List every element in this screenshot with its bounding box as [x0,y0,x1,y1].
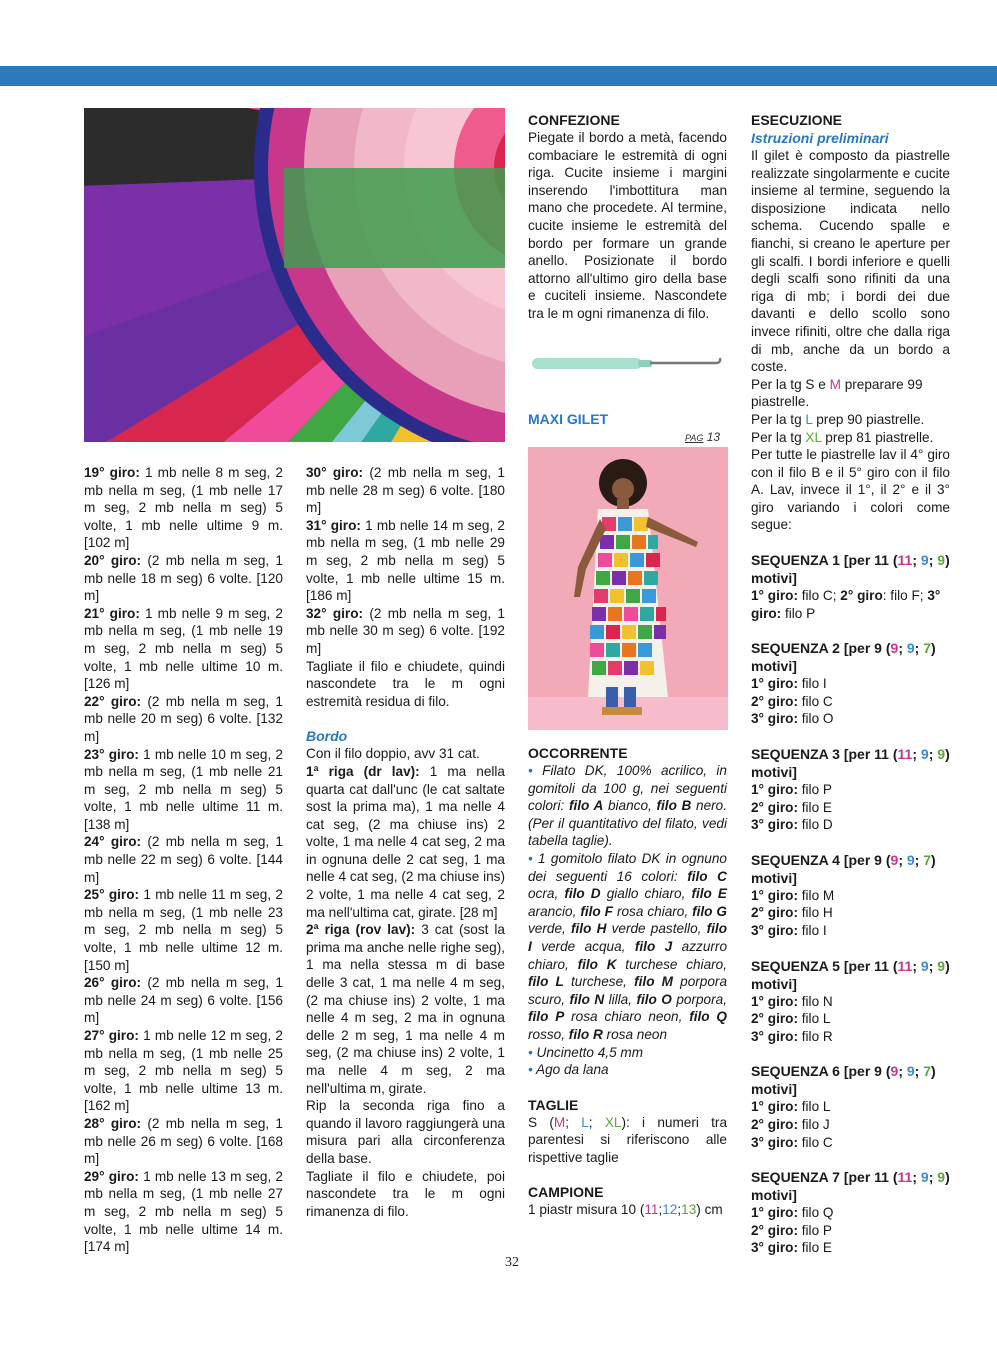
round-9 [84,1115,283,1168]
seq-xl: 9 [937,746,946,763]
round-1 [84,552,283,605]
seq-sep: ; [898,1063,907,1080]
seq-post: ) motivi] [751,640,936,675]
seq-l: 9 [920,1169,929,1186]
taglie-xl: XL [604,1114,622,1130]
page-number: 32 [505,1255,519,1270]
round-text: 1 mb nelle 9 m seg, 2 mb nella m seg, (1 mb nelle 19 m seg, 2 mb nella m seg) 5 volte, 1 mb nelle ultime 10 m. [126 m] [84,605,283,692]
sequenza-line [751,710,950,728]
filo-name: filo G [692,903,728,919]
giro-label: 3° giro: [751,923,798,938]
sequenza-6-title [751,1062,950,1098]
filo-color: lilla, [604,991,637,1007]
giro-label: 1° giro: [751,993,798,1009]
giro-filo: filo Q [797,1205,834,1221]
spacer [751,728,950,745]
giro-filo: filo L [797,1099,831,1115]
campione-l: 12 [662,1202,678,1218]
sequenza-line [751,587,950,622]
round-2 [84,605,283,693]
giro-filo: filo E [797,1240,832,1256]
riga-text: 3 cat (sost la prima ma anche nelle righe seg), 1 ma nella stessa m di base delle 3 cat, 1 ma nelle 4 m seg, (2 ma chiuse ins) 2 volte, 1 ma nelle 4 m seg, 2 ma in ognuna delle 2 m seg, 1 ma nelle 4 m seg, (2 ma chiuse ins) 2 volte, 1 ma nelle 4 m seg, 2 ma nell'ultima m, girate. [306,922,505,1096]
seq-m: 9 [890,851,899,868]
tg1-b: preparare 99 piastrelle. [751,376,923,410]
campione-sep: ; [677,1202,682,1218]
filo-name: filo O [636,991,672,1007]
occ1-text-2: bianco, [603,798,657,814]
giro-label: 3° giro: [751,1028,798,1044]
giro-label: 2° giro: [751,905,798,921]
seq-m: 11 [897,746,913,763]
seq-post: ) motivi] [751,1169,950,1204]
giro-filo: filo I [797,676,827,692]
sequenza-line [751,799,950,817]
seq-sep: ; [928,1169,938,1186]
sequenza-line [751,993,950,1011]
seq-xl: 7 [923,1063,932,1080]
tg3-b: prep 81 piastrelle. [821,429,934,445]
campione-a: 1 piastr misura 10 ( [528,1202,645,1218]
round-heading: 24° giro: [84,834,142,850]
taglie-title: TAGLIE [528,1096,579,1113]
sequenza-line [751,887,950,905]
spacer [751,834,950,851]
giro-filo: filo C; [797,588,841,604]
filo-color: turchese chiaro, [616,956,727,972]
confezione-title: CONFEZIONE [528,112,620,128]
occorrente-item-4 [528,1061,727,1079]
column-3-confezione [528,111,727,323]
bullet: • [528,850,533,866]
occorrente-item-3 [528,1044,727,1062]
round-5 [84,833,283,886]
round-heading: 21° giro: [84,605,140,621]
giro-filo: filo I [797,923,827,938]
riga-1 [306,763,505,921]
confezione-text: Piegate il bordo a metà, facendo combaciare le estremità di ogni riga. Cucite insieme i margini inserendo l'imbottitura man mano che procedete. Al termine, cucite insieme le estremità del bordo per formare un grande anello. Posizionate il bordo attorno all'ultimo giro della base e cuciteli insieme. Nascondete tra le m ogni rimanenza di filo. [528,130,727,321]
spacer [751,622,950,639]
seq-sep: ; [914,1063,924,1080]
tg2-a: Per la tg [751,411,806,427]
filo-color: rosa chiaro, [612,903,693,919]
round-text: 1 mb nelle 8 m seg, 2 mb nella m seg, (1 mb nelle 17 m seg, 2 mb nella m seg) 5 volte, 1 mb nelle ultime 9 m. [102 m] [84,465,283,551]
seq-post: ) motivi] [751,1063,936,1098]
campione-m: 11 [644,1202,659,1218]
filo-color: verde acqua, [531,938,635,954]
sequenza-line [751,1098,950,1116]
taglie-text [528,1114,727,1167]
spacer [751,534,950,551]
sequenza-line [751,781,950,799]
occ1-filo-a: filo A [568,798,604,814]
sequenza-line [751,1222,950,1240]
seq-pre: SEQUENZA 4 [per 9 ( [751,851,891,868]
seq-xl: 9 [937,957,946,974]
filo-color: rosa neon [602,1026,668,1042]
seq-l: 9 [920,746,929,763]
occ1-filo-b: filo B [656,798,692,814]
seq-l: 9 [906,1063,915,1080]
seq-xl: 9 [937,552,946,569]
seq-sep: ; [912,552,921,569]
round-4 [84,746,283,834]
round-text: 1 mb nelle 14 m seg, 2 mb nella m seg, (1 mb nelle 29 m seg, 2 mb nella m seg) 5 volte, 1 mb nelle ultime 15 m. [186 m] [306,517,505,604]
round-heading: 28° giro: [84,1115,142,1131]
maxi-gilet-photo [528,447,728,730]
tg2-b: prep 90 piastrelle. [812,411,925,427]
sequenza-line [751,1204,950,1222]
crochet-cushion-photo [84,108,505,442]
page-reference [685,430,720,444]
seq-m: 11 [897,957,913,974]
seq-pre: SEQUENZA 5 [per 11 ( [751,957,898,974]
filo-name: filo P [528,1009,565,1025]
filo-color: arancio, [528,903,581,919]
round-heading: 27° giro: [84,1028,139,1043]
giro-filo: filo D [797,817,833,833]
round-6 [84,886,283,974]
filo-name: filo C [687,868,727,884]
giro-label: 1° giro: [751,782,798,798]
giro-label: 2° giro: [751,1222,798,1238]
giro-label: 3° giro: [751,711,798,727]
giro-filo: filo H [797,905,833,921]
round-heading: 29° giro: [84,1168,139,1184]
riga-text: 1 ma nella quarta cat dall'unc (le cat saltate sost la prima ma), 1 ma nelle 4 cat seg, (2 ma chiuse ins) 2 volte, 1 ma nelle 4 cat seg, 2 ma in ognuna delle 2 cat seg, 1 ma nelle 4 cat seg, (2 ma chiuse ins) 2 volte, 1 ma nelle 4 cat seg, 2 ma nell'ultima cat, girate. [28 m] [306,763,505,920]
round-32 [306,605,505,658]
column-4-esecuzione [751,111,950,1257]
filo-name: filo H [570,921,607,937]
seq-sep: ; [928,552,938,569]
filo-color: rosso, [528,1026,569,1042]
riga-2 [306,921,505,1097]
campione-sep: ; [658,1202,663,1218]
bullet: • [528,763,533,778]
round-text: (2 mb nella m seg, 1 mb nelle 22 m seg) 6 volte. [144 m] [84,834,283,885]
tg-xl [751,429,950,447]
filo-name: filo D [564,886,601,902]
seq-sep: ; [912,1169,921,1186]
column-3-occorrente [528,744,727,1219]
round-30 [306,464,505,517]
maxi-gilet-title: MAXI GILET [528,411,609,427]
seq-sep: ; [928,957,938,974]
filo-color: porpora scuro, [528,974,728,1007]
round-heading: 22° giro: [84,693,142,709]
seq-pre: SEQUENZA 2 [per 9 ( [751,640,891,657]
filo-name: filo E [691,886,727,902]
spacer [751,1151,950,1168]
round-text: 1 mb nelle 13 m seg, 2 mb nella m seg, (1 mb nelle 27 m seg, 2 mb nella m seg) 5 volte, 1 mb nelle ultime 14 m. [174 m] [84,1168,283,1255]
filo-color: rosa chiaro neon, [564,1009,690,1025]
seq-pre: SEQUENZA 3 [per 11 ( [751,746,898,763]
sequenza-line [751,922,950,940]
bullet: • [528,1062,533,1078]
sequenza-line [751,675,950,693]
seq-post: ) motivi] [751,957,950,992]
esecuzione-title: ESECUZIONE [751,112,843,128]
giro-label: 3° giro: [751,1134,798,1150]
round-text: (2 mb nella m seg, 1 mb nelle 30 m seg) 6 volte. [192 m] [306,605,505,656]
giro-filo: filo C [797,693,833,709]
giro-filo: filo P [781,605,816,621]
sequenza-4-title [751,851,950,887]
filo-color: porpora, [671,991,727,1007]
taglie-m: M [553,1114,566,1130]
giro-label: 2° giro: [751,1116,798,1132]
round-text: 1 mb nelle 12 m seg, 2 mb nella m seg, (1 mb nelle 25 m seg, 2 mb nella m seg) 5 volte, 1 mb nelle ultime 13 m. [162 m] [84,1028,283,1114]
occ1-text: Filato DK, 100% acrilico, in gomitoli da 100 g, nei seguenti colori: [528,763,727,814]
seq-sep: ; [914,851,924,868]
sequenza-line [751,904,950,922]
taglie-sep: ; [565,1114,582,1130]
round-text: (2 mb nella m seg, 1 mb nelle 20 m seg) 6 volte. [132 m] [84,693,283,744]
finish-text: Tagliate il filo e chiudete, quindi nascondete tra le m ogni estremità residua di filo. [306,658,505,709]
seq-sep: ; [928,746,938,763]
giro-filo: filo N [797,993,833,1009]
round-3 [84,693,283,746]
seq-m: 11 [897,1169,913,1186]
tg1-m: M [829,376,841,392]
filo-name: filo F [580,903,613,919]
occorrente-item-1 [528,762,727,850]
giro-label: 1° giro: [751,676,798,692]
sequenza-line [751,693,950,711]
sequenza-3-title [751,745,950,781]
taglie-s: S ( [528,1114,554,1130]
sequenza-7-title [751,1168,950,1204]
spacer [751,1045,950,1062]
giro-filo: filo P [797,782,832,798]
tg3-a: Per la tg [751,429,806,445]
round-text: (2 mb nella m seg, 1 mb nelle 26 m seg) 6 volte. [168 m] [84,1115,283,1167]
tutte-piastrelle: Per tutte le piastrelle lav il 4° giro con il filo B e il 5° giro con il filo A. Lav, invece il 1°, il 2° e il 3° giro variando i colori come segue: [751,447,950,533]
giro-label: 2° giro: [751,799,798,815]
seq-sep: ; [914,640,924,657]
occ1-text-3: nero. (Per il quantitativo del filato, vedi tabella taglie). [528,798,728,849]
round-heading: 32° giro: [306,605,364,621]
end-text: Tagliate il filo e chiudete, poi nascondete tra le m ogni rimanenza di filo. [306,1168,505,1219]
occorrente-item-2 [528,850,727,1044]
seq-xl: 7 [923,640,932,657]
filo-name: filo Q [689,1009,727,1025]
filo-color: turchese, [563,974,635,990]
giro-label: 2° giro: [751,693,798,709]
sequenza-line [751,1116,950,1134]
sequenza-2-title [751,639,950,675]
round-heading: 26° giro: [84,975,142,991]
pag-label: PAG [685,433,704,443]
seq-l: 9 [906,851,915,868]
giro-label: 1° giro: [751,588,798,604]
sequenza-5-title [751,957,950,993]
riga-heading: 2ª riga (rov lav): [306,922,416,938]
giro-label: 1° giro: [751,1099,798,1115]
giro-label: 3° giro: [751,817,798,833]
giro-label: 3° giro: [751,1240,798,1256]
round-heading: 25° giro: [84,887,140,903]
round-7 [84,974,283,1027]
occ4-text: Ago da lana [532,1062,609,1078]
filo-color: ocra, [528,886,565,902]
giro-filo: filo J [797,1116,830,1132]
pag-number: 13 [706,430,721,444]
campione-title: CAMPIONE [528,1184,604,1201]
filo-color: azzurro chiaro, [528,938,727,972]
campione-xl: 13 [681,1202,697,1218]
giro-label: 1° giro: [751,887,798,903]
seq-m: 11 [897,552,913,569]
round-text: (2 mb nella m seg, 1 mb nelle 24 m seg) 6 volte. [156 m] [84,975,283,1026]
seq-pre: SEQUENZA 6 [per 9 ( [751,1063,891,1080]
round-text: (2 mb nella m seg, 1 mb nelle 18 m seg) 6 volte. [120 m] [84,552,283,604]
giro-label: 2° giro: [751,1011,798,1027]
seq-sep: ; [912,957,921,974]
istruzioni-subtitle: Istruzioni preliminari [751,130,889,146]
giro-filo: filo P [797,1222,832,1238]
filo-name: filo L [528,974,564,990]
occ3-text: Uncinetto 4,5 mm [532,1044,644,1060]
spacer [306,710,505,727]
giro-filo: filo C [797,1134,833,1150]
crochet-hook-image [528,352,728,374]
giro-label: 1° giro: [751,1205,798,1221]
round-8 [84,1027,283,1115]
tg-l [751,411,950,429]
giro-label: 2° giro [840,588,883,604]
sequenza-line [751,1134,950,1152]
seq-xl: 7 [923,851,932,868]
sequenza-1-title [751,551,950,587]
seq-l: 9 [920,957,929,974]
round-heading: 30° giro: [306,465,364,480]
round-heading: 20° giro: [84,552,142,568]
bordo-intro: Con il filo doppio, avv 31 cat. [306,746,480,762]
seq-post: ) motivi] [751,552,950,587]
filo-color: verde pastello, [606,921,707,937]
round-10 [84,1168,283,1256]
seq-m: 9 [890,640,899,657]
sequenza-line [751,1010,950,1028]
bullet: • [528,1044,533,1060]
filo-color: giallo chiaro, [600,886,692,902]
seq-sep: ; [898,851,907,868]
sequenza-line [751,1028,950,1046]
filo-name: filo J [634,938,673,954]
giro-filo: filo R [797,1028,833,1044]
campione-z: ) cm [696,1202,723,1218]
giro-filo: filo M [797,887,835,903]
round-text: 1 mb nelle 11 m seg, 2 mb nella m seg, (1 mb nelle 23 m seg, 2 mb nella m seg) 5 volte, 1 mb nelle ultime 12 m. [150 m] [84,887,283,973]
rip-text: Rip la seconda riga fino a quando il lavoro raggiungerà una misura pari alla circonferenza della base. [306,1098,505,1166]
taglie-sep: ; [588,1114,605,1130]
giro-filo: filo E [797,799,832,815]
sequenza-line [751,816,950,834]
tg2-l: L [805,411,813,427]
spacer [751,940,950,957]
round-heading: 31° giro: [306,517,361,533]
round-heading: 23° giro: [84,746,139,762]
filo-name: filo N [569,991,605,1007]
taglie-l: L [581,1114,589,1130]
round-text: (2 mb nella m seg, 1 mb nelle 28 m seg) 6 volte. [180 m] [306,465,505,516]
round-31 [306,517,505,605]
round-text: 1 mb nelle 10 m seg, 2 mb nella m seg, (1 mb nelle 21 m seg, 2 mb nella m seg) 5 volte, 1 mb nelle ultime 11 m. [138 m] [84,746,283,832]
column-2 [306,464,505,1220]
sequenze-list [751,534,950,1257]
bordo-title: Bordo [306,728,348,745]
filo-name: filo I [528,921,728,954]
giro-label: 3° giro: [751,588,941,621]
seq-sep: ; [912,746,921,763]
seq-m: 9 [890,1063,899,1080]
header-color-bar [0,66,997,86]
round-0 [84,464,283,552]
riga-heading: 1ª riga (dr lav): [306,763,420,779]
occorrente-title: OCCORRENTE [528,745,628,761]
seq-pre: SEQUENZA 7 [per 11 ( [751,1169,898,1186]
seq-xl: 9 [937,1169,946,1186]
filo-name: filo K [577,956,617,972]
giro-filo: filo O [797,711,834,727]
seq-pre: SEQUENZA 1 [per 11 ( [751,552,898,569]
giro-filo: filo L [797,1011,831,1027]
column-1-rounds [84,464,283,1256]
campione-text [528,1201,727,1219]
seq-l: 9 [920,552,929,569]
tg1-a: Per la tg S e [751,376,830,392]
giro-filo: : filo F; [882,588,928,604]
filo-name: filo R [568,1026,603,1042]
taglie-rest: ): i numeri tra parentesi si riferiscono alle rispettive taglie [528,1114,727,1165]
seq-sep: ; [898,640,907,657]
filo-color: verde, [528,921,571,937]
round-heading: 19° giro: [84,465,140,480]
filo-name: filo M [634,974,673,990]
seq-post: ) motivi] [751,851,936,886]
seq-l: 9 [906,640,915,657]
seq-post: ) motivi] [751,746,950,781]
tg-s-m [751,376,950,411]
tg3-xl: XL [805,429,822,445]
sequenza-line [751,1239,950,1257]
filo-color: 1 gomitolo filato DK in ognuno dei seguenti 16 colori: [528,850,727,884]
esecuzione-intro: Il gilet è composto da piastrelle realizzate singolarmente e cucite insieme al termine, seguendo la disposizione indicata nello schema. Cucendo spalle e fianchi, si creano le aperture per gli scalfi. I bordi inferiore e quelli degli scalfi sono rifiniti da una riga di mb; i bordi dei due davanti e dello scollo sono invece rifiniti, oltre che dalla riga di mb, anche da un bordo a coste. [751,148,950,375]
